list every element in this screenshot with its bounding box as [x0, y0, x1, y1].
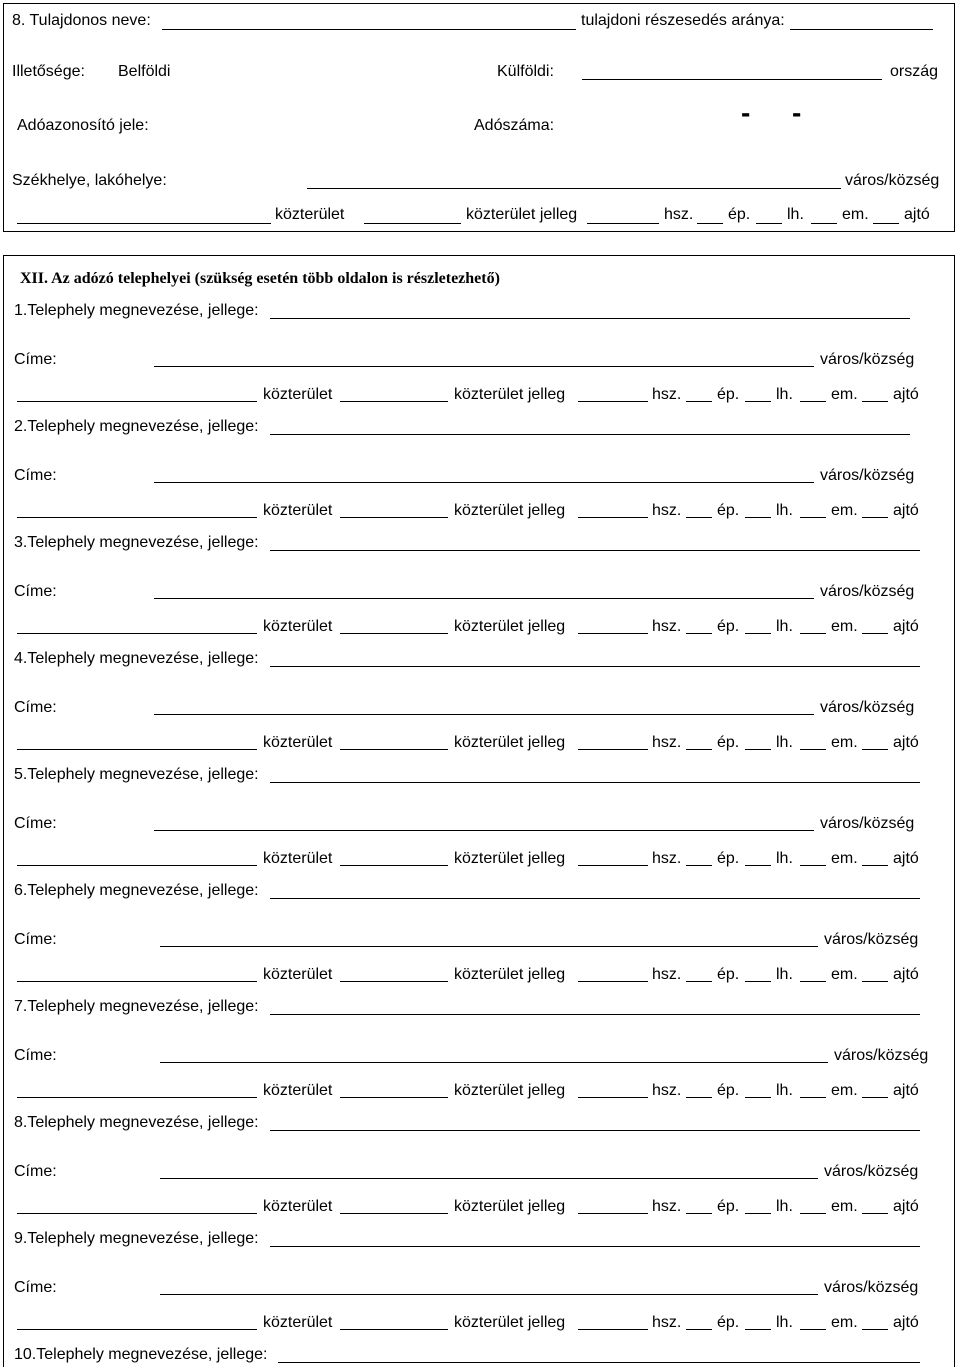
ajto-label: ajtó — [893, 386, 919, 403]
site-name-field[interactable] — [270, 898, 920, 899]
owner-name-field[interactable] — [162, 29, 576, 30]
hsz-label: hsz. — [652, 1082, 682, 1099]
site-ep-field[interactable] — [686, 749, 712, 750]
tax-id-label: Adóazonosító jele: — [17, 117, 149, 134]
site-city-field[interactable] — [160, 1294, 818, 1295]
site-em-field[interactable] — [800, 1329, 826, 1330]
site-name-label: 7.Telephely megnevezése, jellege: — [14, 998, 259, 1015]
site-em-field[interactable] — [800, 1213, 826, 1214]
site-address-label: Címe: — [14, 931, 57, 948]
site-ep-field[interactable] — [686, 1329, 712, 1330]
country-label: ország — [890, 63, 939, 80]
site-city-field[interactable] — [154, 598, 814, 599]
seat-street-field[interactable] — [17, 223, 271, 224]
hsz-label: hsz. — [652, 850, 682, 867]
ep-label: ép. — [717, 1314, 740, 1331]
site-street-type-field[interactable] — [340, 633, 448, 634]
site-ajto-field[interactable] — [862, 1329, 888, 1330]
lh-label: lh. — [776, 1198, 793, 1215]
site-hsz-field[interactable] — [578, 633, 648, 634]
city-label: város/község — [824, 931, 919, 948]
site-name-field[interactable] — [270, 1014, 920, 1015]
site-em-field[interactable] — [800, 633, 826, 634]
site-name-label: 4.Telephely megnevezése, jellege: — [14, 650, 259, 667]
street-type-label: közterület jelleg — [454, 850, 566, 867]
site-hsz-field[interactable] — [578, 749, 648, 750]
site-street-type-field[interactable] — [340, 749, 448, 750]
site-city-field[interactable] — [154, 714, 814, 715]
site-address-label: Címe: — [14, 467, 57, 484]
site-hsz-field[interactable] — [578, 517, 648, 518]
seat-street-type-field[interactable] — [364, 223, 461, 224]
site-ep-field[interactable] — [686, 865, 712, 866]
site-street-type-field[interactable] — [340, 401, 448, 402]
ajto-label: ajtó — [893, 966, 919, 983]
tax-number-dash: - — [741, 97, 751, 128]
lh-label: lh. — [776, 850, 793, 867]
foreign-country-field[interactable] — [582, 79, 882, 80]
street-type-label: közterület jelleg — [454, 1082, 566, 1099]
site-name-label: 10.Telephely megnevezése, jellege: — [14, 1346, 268, 1363]
hsz-label: hsz. — [652, 1198, 682, 1215]
city-label: város/község — [820, 699, 915, 716]
site-ep-field[interactable] — [686, 981, 712, 982]
site-city-field[interactable] — [154, 366, 814, 367]
site-lh-field[interactable] — [745, 517, 771, 518]
site-ep-field[interactable] — [686, 1097, 712, 1098]
site-ep-field[interactable] — [686, 401, 712, 402]
site-ajto-field[interactable] — [862, 633, 888, 634]
site-address-label: Címe: — [14, 1047, 57, 1064]
ep-label: ép. — [717, 734, 740, 751]
site-name-label: 3.Telephely megnevezése, jellege: — [14, 534, 259, 551]
hsz-label: hsz. — [652, 502, 682, 519]
em-label: em. — [842, 206, 869, 223]
hsz-label: hsz. — [652, 734, 682, 751]
site-hsz-field[interactable] — [578, 981, 648, 982]
site-street-field[interactable] — [17, 1329, 257, 1330]
hsz-label: hsz. — [652, 618, 682, 635]
site-ajto-field[interactable] — [862, 981, 888, 982]
site-em-field[interactable] — [800, 401, 826, 402]
ajto-label: ajtó — [893, 850, 919, 867]
ep-label: ép. — [717, 850, 740, 867]
section-title: XII. Az adózó telephelyei (szükség esetén több oldalon is részletezhető) — [20, 270, 500, 287]
site-city-field[interactable] — [154, 830, 814, 831]
site-name-field[interactable] — [270, 1130, 920, 1131]
ep-label: ép. — [717, 1082, 740, 1099]
site-name-field[interactable] — [270, 434, 910, 435]
site-ajto-field[interactable] — [862, 749, 888, 750]
seat-hsz-field[interactable] — [587, 223, 659, 224]
site-hsz-field[interactable] — [578, 1097, 648, 1098]
seat-em-field[interactable] — [811, 223, 837, 224]
site-lh-field[interactable] — [745, 401, 771, 402]
em-label: em. — [831, 850, 858, 867]
site-lh-field[interactable] — [745, 749, 771, 750]
site-em-field[interactable] — [800, 749, 826, 750]
hsz-label: hsz. — [652, 966, 682, 983]
site-em-field[interactable] — [800, 981, 826, 982]
em-label: em. — [831, 502, 858, 519]
street-type-label: közterület jelleg — [454, 1198, 566, 1215]
site-city-field[interactable] — [160, 1178, 818, 1179]
site-street-type-field[interactable] — [340, 981, 448, 982]
site-name-field[interactable] — [270, 318, 910, 319]
site-em-field[interactable] — [800, 1097, 826, 1098]
site-lh-field[interactable] — [745, 1329, 771, 1330]
street-type-label: közterület jelleg — [454, 502, 566, 519]
lh-label: lh. — [776, 618, 793, 635]
city-label: város/község — [820, 467, 915, 484]
lh-label: lh. — [776, 502, 793, 519]
site-ajto-field[interactable] — [862, 517, 888, 518]
ajto-label: ajtó — [904, 206, 930, 223]
ajto-label: ajtó — [893, 618, 919, 635]
seat-lh-field[interactable] — [756, 223, 782, 224]
site-ep-field[interactable] — [686, 633, 712, 634]
site-lh-field[interactable] — [745, 1213, 771, 1214]
tax-number-label: Adószáma: — [474, 117, 555, 134]
em-label: em. — [831, 618, 858, 635]
residence-label: Illetősége: — [12, 63, 85, 80]
site-street-field[interactable] — [17, 401, 257, 402]
site-street-field[interactable] — [17, 865, 257, 866]
street-label: közterület — [263, 1082, 333, 1099]
ep-label: ép. — [717, 1198, 740, 1215]
street-type-label: közterület jelleg — [454, 734, 566, 751]
lh-label: lh. — [787, 206, 804, 223]
lh-label: lh. — [776, 734, 793, 751]
city-label: város/község — [834, 1047, 929, 1064]
street-label: közterület — [263, 966, 333, 983]
site-name-label: 5.Telephely megnevezése, jellege: — [14, 766, 259, 783]
residence-foreign-option[interactable]: Külföldi: — [497, 63, 554, 80]
site-ajto-field[interactable] — [862, 1097, 888, 1098]
site-lh-field[interactable] — [745, 633, 771, 634]
street-label: közterület — [275, 206, 345, 223]
em-label: em. — [831, 1082, 858, 1099]
seat-ep-field[interactable] — [697, 223, 723, 224]
ajto-label: ajtó — [893, 1314, 919, 1331]
site-address-label: Címe: — [14, 583, 57, 600]
em-label: em. — [831, 1314, 858, 1331]
ep-label: ép. — [717, 966, 740, 983]
site-street-type-field[interactable] — [340, 1097, 448, 1098]
site-ep-field[interactable] — [686, 517, 712, 518]
site-name-field[interactable] — [270, 782, 920, 783]
street-label: közterület — [263, 1198, 333, 1215]
ajto-label: ajtó — [893, 734, 919, 751]
site-street-field[interactable] — [17, 1097, 257, 1098]
hsz-label: hsz. — [664, 206, 694, 223]
site-city-field[interactable] — [160, 946, 818, 947]
site-em-field[interactable] — [800, 865, 826, 866]
em-label: em. — [831, 734, 858, 751]
site-street-type-field[interactable] — [340, 865, 448, 866]
site-street-field[interactable] — [17, 517, 257, 518]
site-name-label: 9.Telephely megnevezése, jellege: — [14, 1230, 259, 1247]
hsz-label: hsz. — [652, 1314, 682, 1331]
city-label: város/község — [820, 351, 915, 368]
site-name-field[interactable] — [270, 666, 920, 667]
lh-label: lh. — [776, 1314, 793, 1331]
ajto-label: ajtó — [893, 1082, 919, 1099]
seat-ajto-field[interactable] — [873, 223, 899, 224]
site-name-label: 1.Telephely megnevezése, jellege: — [14, 302, 259, 319]
street-label: közterület — [263, 1314, 333, 1331]
site-name-field[interactable] — [270, 1246, 920, 1247]
street-type-label: közterület jelleg — [454, 618, 566, 635]
street-label: közterület — [263, 386, 333, 403]
site-ajto-field[interactable] — [862, 401, 888, 402]
lh-label: lh. — [776, 1082, 793, 1099]
ep-label: ép. — [717, 618, 740, 635]
site-name-label: 8.Telephely megnevezése, jellege: — [14, 1114, 259, 1131]
site-address-label: Címe: — [14, 351, 57, 368]
owner-name-label: 8. Tulajdonos neve: — [12, 12, 151, 29]
street-label: közterület — [263, 502, 333, 519]
city-label: város/község — [845, 172, 940, 189]
street-type-label: közterület jelleg — [454, 1314, 566, 1331]
residence-domestic-option[interactable]: Belföldi — [118, 63, 171, 80]
site-street-field[interactable] — [17, 633, 257, 634]
em-label: em. — [831, 966, 858, 983]
lh-label: lh. — [776, 386, 793, 403]
street-type-label: közterület jelleg — [466, 206, 578, 223]
site-name-field[interactable] — [270, 550, 920, 551]
site-lh-field[interactable] — [745, 865, 771, 866]
site-name-label: 6.Telephely megnevezése, jellege: — [14, 882, 259, 899]
ep-label: ép. — [728, 206, 751, 223]
site-city-field[interactable] — [154, 482, 814, 483]
site-address-label: Címe: — [14, 1163, 57, 1180]
site-hsz-field[interactable] — [578, 865, 648, 866]
street-type-label: közterület jelleg — [454, 386, 566, 403]
seat-city-field[interactable] — [307, 188, 841, 189]
city-label: város/község — [820, 815, 915, 832]
tax-number-dash: - — [792, 97, 802, 128]
site-city-field[interactable] — [160, 1062, 828, 1063]
site-street-field[interactable] — [17, 1213, 257, 1214]
city-label: város/község — [824, 1163, 919, 1180]
street-label: közterület — [263, 850, 333, 867]
site-ep-field[interactable] — [686, 1213, 712, 1214]
ep-label: ép. — [717, 386, 740, 403]
site-street-field[interactable] — [17, 981, 257, 982]
ajto-label: ajtó — [893, 502, 919, 519]
site-street-type-field[interactable] — [340, 1329, 448, 1330]
street-label: közterület — [263, 734, 333, 751]
site-lh-field[interactable] — [745, 981, 771, 982]
lh-label: lh. — [776, 966, 793, 983]
ownership-share-label: tulajdoni részesedés aránya: — [581, 12, 785, 29]
ownership-share-field[interactable] — [790, 29, 933, 30]
site-em-field[interactable] — [800, 517, 826, 518]
city-label: város/község — [820, 583, 915, 600]
em-label: em. — [831, 386, 858, 403]
street-label: közterület — [263, 618, 333, 635]
site-hsz-field[interactable] — [578, 1329, 648, 1330]
site-ajto-field[interactable] — [862, 1213, 888, 1214]
hsz-label: hsz. — [652, 386, 682, 403]
site-address-label: Címe: — [14, 1279, 57, 1296]
site-name-label: 2.Telephely megnevezése, jellege: — [14, 418, 259, 435]
site-address-label: Címe: — [14, 699, 57, 716]
site-hsz-field[interactable] — [578, 1213, 648, 1214]
city-label: város/község — [824, 1279, 919, 1296]
seat-label: Székhelye, lakóhelye: — [12, 172, 167, 189]
site-name-field[interactable] — [278, 1362, 920, 1363]
site-ajto-field[interactable] — [862, 865, 888, 866]
site-street-type-field[interactable] — [340, 1213, 448, 1214]
ajto-label: ajtó — [893, 1198, 919, 1215]
site-lh-field[interactable] — [745, 1097, 771, 1098]
street-type-label: közterület jelleg — [454, 966, 566, 983]
site-hsz-field[interactable] — [578, 401, 648, 402]
site-address-label: Címe: — [14, 815, 57, 832]
site-street-type-field[interactable] — [340, 517, 448, 518]
site-street-field[interactable] — [17, 749, 257, 750]
ep-label: ép. — [717, 502, 740, 519]
em-label: em. — [831, 1198, 858, 1215]
